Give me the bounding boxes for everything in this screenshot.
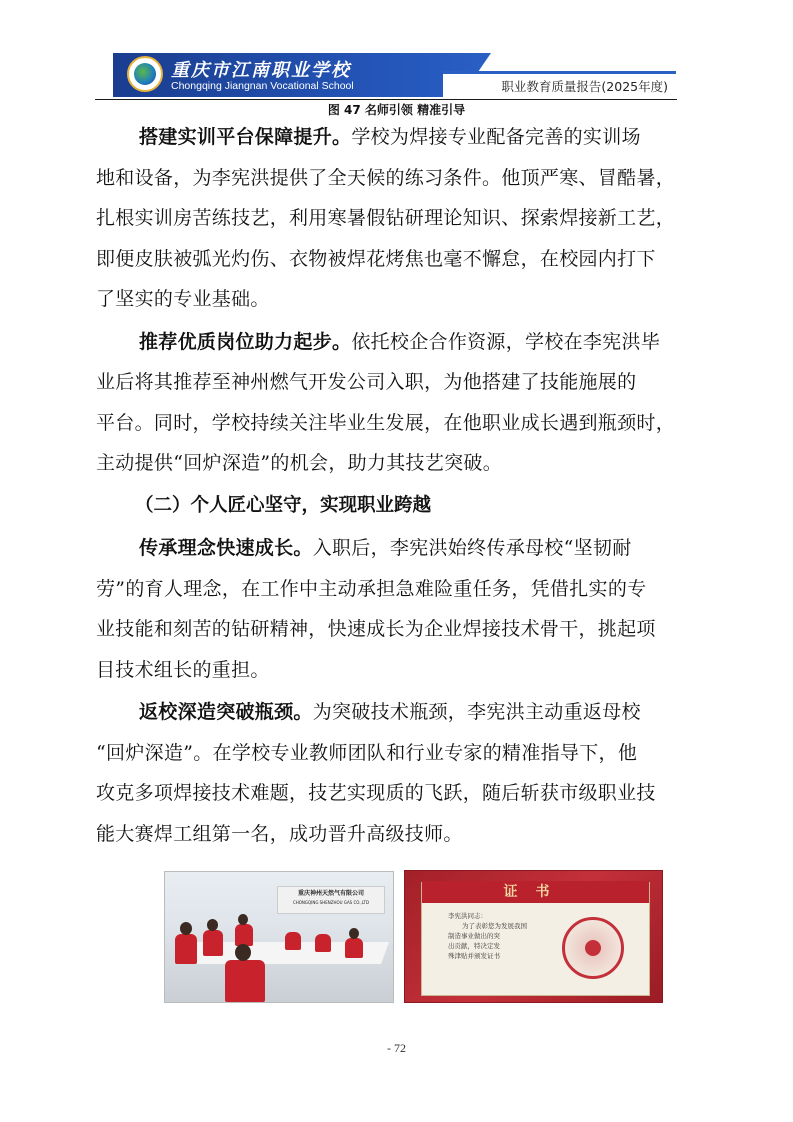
paragraph-line: 地和设备，为李宪洪提供了全天候的练习条件。他顶严寒、冒酷暑， <box>96 166 676 189</box>
certificate-title: 证书 <box>422 881 649 903</box>
paragraph-inherit-growth <box>96 528 695 690</box>
meeting-person-head <box>238 914 248 925</box>
meeting-sign-cn: 重庆神州天然气有限公司 <box>297 890 364 897</box>
page-number: - 72 <box>387 1041 406 1055</box>
certificate-line: 李宪洪同志： <box>448 912 487 920</box>
school-name-cn: 重庆市江南职业学校 <box>171 60 351 81</box>
meeting-person <box>225 960 265 1002</box>
paragraph-job-recommendation <box>96 322 695 484</box>
page-header <box>113 53 676 97</box>
paragraph-line: 业后将其推荐至神州燃气开发公司入职，为他搭建了技能施展的 <box>96 371 637 393</box>
paragraph-return-study <box>96 692 695 854</box>
paragraph-line: 业技能和刻苦的钻研精神，快速成长为企业焊接技术骨干，挑起项 <box>96 618 656 640</box>
meeting-person-head <box>235 944 251 961</box>
meeting-person <box>285 932 301 950</box>
paragraph-line: 为突破技术瓶颈，李宪洪主动重返母校 <box>312 701 641 723</box>
meeting-person-head <box>349 928 359 939</box>
meeting-person <box>203 930 223 956</box>
certificate-text <box>448 911 568 961</box>
paragraph-line: 即便皮肤被弧光灼伤、衣物被焊花烤焦也毫不懈怠，在校园内打下 <box>96 247 656 270</box>
meeting-person <box>235 924 253 946</box>
paragraph-line: 扎根实训房苦练技艺，利用寒暑假钻研理论知识、探索焊接新工艺， <box>96 207 676 229</box>
report-title: 职业教育质量报告(2025年度) <box>501 79 668 94</box>
paragraph-lead: 返校深造突破瓶颈。 <box>139 701 313 723</box>
certificate-line: 为了表彰您为发展我国 <box>462 922 527 930</box>
meeting-photo <box>164 871 394 1003</box>
meeting-sign-en: CHONGQING SHENZHOU GAS CO.,LTD <box>292 900 370 905</box>
paragraph-lead: 推荐优质岗位助力起步。 <box>139 330 352 353</box>
paragraph-line: “回炉深造”。在学校专业教师团队和行业专家的精准指导下，他 <box>96 741 638 764</box>
meeting-person <box>345 938 363 958</box>
certificate-photo <box>404 870 663 1003</box>
certificate-line: 殊津贴并颁发证书 <box>448 952 500 960</box>
paragraph-line: 劳”的育人理念，在工作中主动承担急难险重任务，凭借扎实的专 <box>96 577 647 600</box>
header-rule <box>95 99 677 100</box>
paragraph-line: 攻克多项焊接技术难题，技艺实现质的飞跃，随后斩获市级职业技 <box>96 782 656 804</box>
paragraph-line: 依托校企合作资源，学校在李宪洪毕 <box>351 330 661 353</box>
paragraph-line: 主动提供“回炉深造”的机会，助力其技艺突破。 <box>96 452 503 474</box>
certificate-line: 出贡献，特决定发 <box>448 942 500 950</box>
paragraph-line: 了坚实的专业基础。 <box>96 288 270 310</box>
figure-caption: 图 47 名师引领 精准引导 <box>327 103 466 117</box>
paragraph-lead: 传承理念快速成长。 <box>139 537 313 559</box>
paragraph-line: 平台。同时，学校持续关注毕业生发展，在他职业成长遇到瓶颈时， <box>96 411 676 434</box>
paragraph-line: 能大赛焊工组第一名，成功晋升高级技师。 <box>96 822 463 845</box>
certificate-line: 制造事业做出的突 <box>448 932 500 940</box>
school-name-en: Chongqing Jiangnan Vocational School <box>171 80 354 92</box>
certificate-page <box>421 882 650 996</box>
certificate-seal-icon <box>562 917 624 979</box>
paragraph-line: 学校为焊接专业配备完善的实训场 <box>351 126 641 148</box>
meeting-person <box>175 934 197 964</box>
meeting-person-head <box>180 922 192 935</box>
meeting-person-head <box>207 919 218 931</box>
paragraph-lead: 搭建实训平台保障提升。 <box>139 126 352 148</box>
meeting-person <box>315 934 331 952</box>
section-heading: （二）个人匠心坚守，实现职业跨越 <box>135 494 432 516</box>
body-content <box>96 117 695 856</box>
paragraph-line: 入职后，李宪洪始终传承母校“坚韧耐 <box>312 537 632 559</box>
paragraph-line: 目技术组长的重担。 <box>96 658 270 681</box>
school-logo-icon <box>127 56 163 92</box>
paragraph-training-platform <box>96 117 695 320</box>
meeting-sign <box>277 886 385 914</box>
